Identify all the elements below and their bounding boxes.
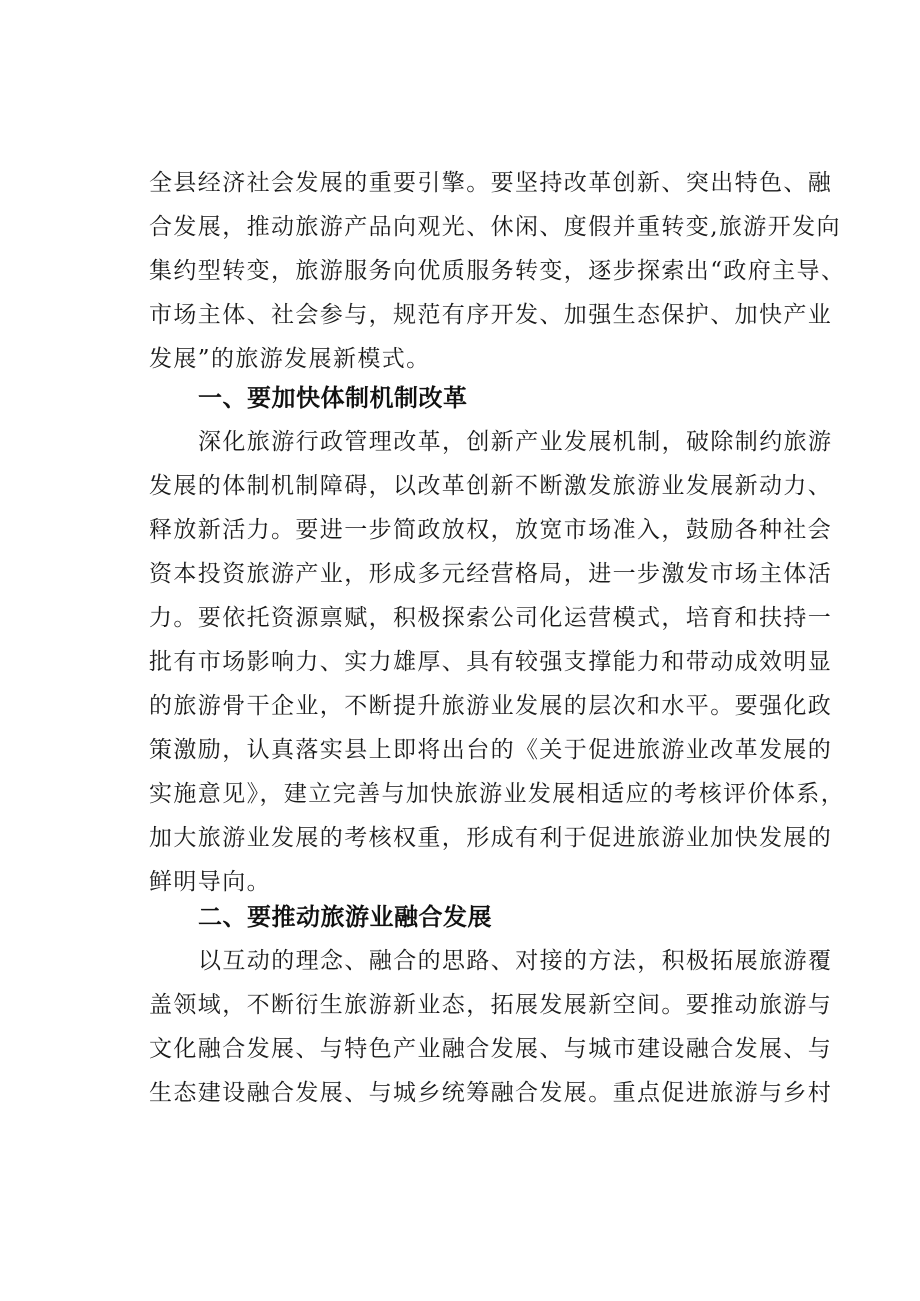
section-1-line-6: 批有市场影响力、实力雄厚、具有较强支撑能力和带动成效明显 (149, 649, 833, 675)
intro-line-4: 市场主体、社会参与，规范有序开发、加强生态保护、加快产业 (149, 302, 833, 328)
section-2-heading: 二、要推动旅游业融合发展 (198, 903, 492, 931)
section-2-line-2: 盖领域，不断衍生旅游新业态，拓展发展新空间。要推动旅游与 (149, 992, 833, 1018)
section-1-line-5: 力。要依托资源禀赋，积极探索公司化运营模式，培育和扶持一 (149, 605, 833, 631)
intro-line-5: 发展”的旅游发展新模式。 (149, 346, 431, 372)
section-1-line-8: 策激励，认真落实县上即将出台的《关于促进旅游业改革发展的 (149, 737, 833, 763)
section-1-line-3: 释放新活力。要进一步简政放权，放宽市场准入，鼓励各种社会 (149, 517, 833, 543)
section-2-line-3: 文化融合发展、与特色产业融合发展、与城市建设融合发展、与 (149, 1036, 833, 1062)
section-1-line-4: 资本投资旅游产业，形成多元经营格局，进一步激发市场主体活 (149, 561, 833, 587)
section-2-line-1: 以互动的理念、融合的思路、对接的方法，积极拓展旅游覆 (198, 948, 833, 974)
section-1-line-7: 的旅游骨干企业，不断提升旅游业发展的层次和水平。要强化政 (149, 693, 833, 719)
section-1-line-9: 实施意见》，建立完善与加快旅游业发展相适应的考核评价体系， (149, 781, 846, 807)
intro-line-3: 集约型转变，旅游服务向优质服务转变，逐步探索出“政府主导、 (149, 258, 846, 284)
section-1-line-2: 发展的体制机制障碍，以改革创新不断激发旅游业发展新动力、 (149, 473, 833, 499)
section-1-line-10: 加大旅游业发展的考核权重，形成有利于促进旅游业加快发展的 (149, 825, 833, 851)
intro-line-1: 全县经济社会发展的重要引擎。要坚持改革创新、突出特色、融 (149, 170, 833, 196)
section-2-line-4: 生态建设融合发展、与城乡统筹融合发展。重点促进旅游与乡村 (149, 1080, 833, 1106)
section-1-line-11: 鲜明导向。 (149, 869, 271, 895)
intro-line-2: 合发展，推动旅游产品向观光、休闲、度假并重转变,旅游开发向 (149, 214, 841, 240)
section-1-line-1: 深化旅游行政管理改革，创新产业发展机制，破除制约旅游 (198, 429, 833, 455)
section-1-heading: 一、要加快体制机制改革 (198, 384, 468, 412)
